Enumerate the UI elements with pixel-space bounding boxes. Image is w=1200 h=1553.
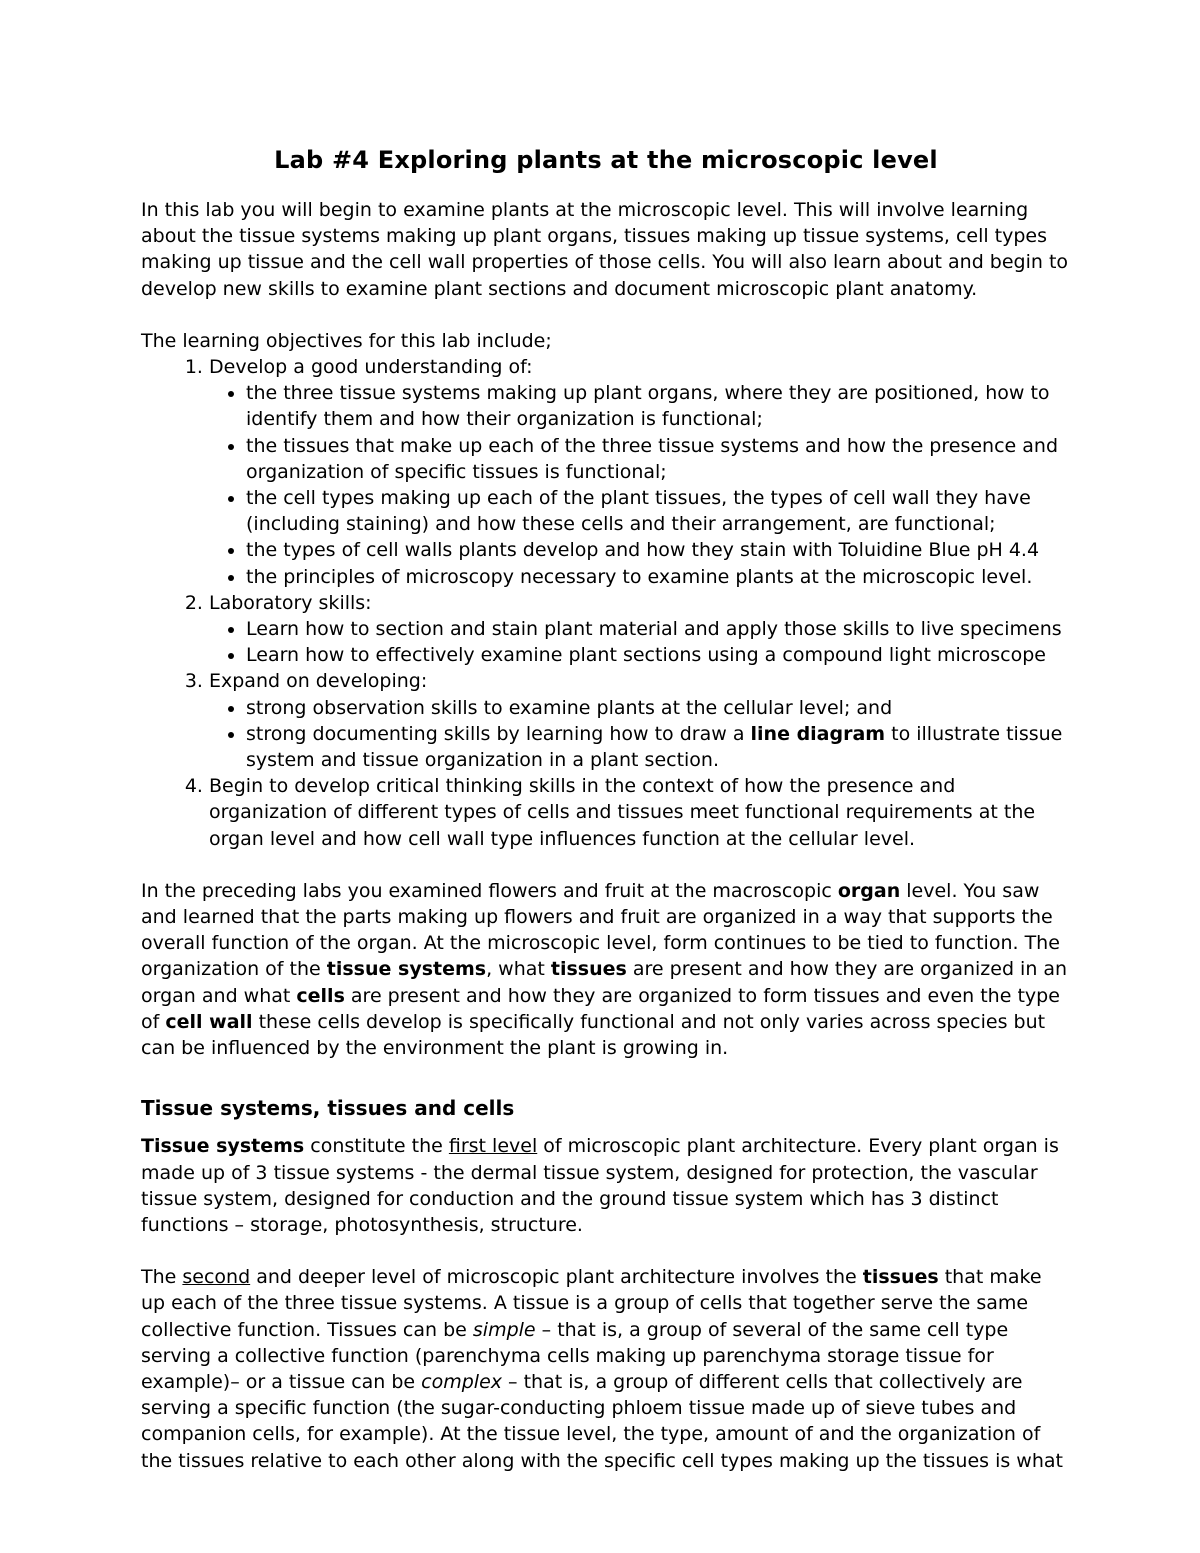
text-run: of microscopic plant architecture. Every plant organ is made up of 3 tissue systems - the dermal tissue system, designed for protection, the vascular tissue system, designed for conduction and the ground tissue system which has 3 distinct functions – storage, photosynthesis, structure.: [141, 1135, 1059, 1236]
bullet-item: • the tissues that make up each of the three tissue systems and how the presence and organization of specific tissues is functional;: [246, 433, 1071, 485]
bullet-item: • Learn how to section and stain plant material and apply those skills to live specimens: [246, 616, 1071, 642]
objective-label: Develop a good understanding of:: [209, 356, 533, 379]
objective-label: Laboratory skills:: [209, 591, 372, 614]
text-run: The: [141, 1266, 183, 1289]
bold-term: tissue systems: [326, 958, 487, 981]
text-run: In the preceding labs you examined flowers and fruit at the macroscopic: [141, 879, 838, 902]
objective-item: [209, 668, 1071, 773]
text-run: and deeper level of microscopic plant architecture involves the: [250, 1266, 863, 1289]
bold-term: Tissue systems: [141, 1135, 305, 1158]
bold-term: organ: [837, 879, 901, 902]
second-level-paragraph: [141, 1264, 1071, 1474]
objective-label: Expand on developing:: [209, 670, 428, 693]
tissue-systems-paragraph: [141, 1133, 1071, 1238]
objective-item: [209, 590, 1071, 669]
bullet-item: • the types of cell walls plants develop and how they stain with Toluidine Blue pH 4.4: [246, 537, 1071, 563]
objective-bullets: [209, 616, 1071, 668]
text-run: – that is, a group of several of the same cell type serving a collective function (parenchyma cells making up parenchyma storage tissue for example)– or a tissue can be: [141, 1318, 1009, 1393]
text-run: level. You saw and learned that the parts making up flowers and fruit are organized in a way that supports the overall function of the organ. At the microscopic level, form continues to be tied to function. The organization of the: [141, 879, 1060, 981]
intro-paragraph: In this lab you will begin to examine plants at the microscopic level. This will involve learning about the tissue systems making up plant organs, tissues making up tissue systems, cell types making up tissue and the cell wall properties of those cells. You will also learn about and begin to develop new skills to examine plant sections and document microscopic plant anatomy.: [141, 199, 1069, 300]
bullet-item: • Learn how to effectively examine plant sections using a compound light microscope: [246, 642, 1071, 668]
text-run: , what: [486, 958, 551, 981]
bold-term: tissues: [550, 958, 627, 981]
bullet-item: • the principles of microscopy necessary to examine plants at the microscopic level.: [246, 564, 1071, 590]
page-title: Lab #4 Exploring plants at the microscopic level: [274, 146, 938, 174]
text-run: are present and how they are organized in an organ and what: [141, 958, 1068, 1007]
objective-bullets: [209, 380, 1071, 590]
bullet-text: to illustrate tissue system and tissue organization in a plant section.: [246, 722, 1063, 772]
text-run: are present and how they are organized to form tissues and even the type of: [141, 984, 1060, 1033]
preceding-paragraph: [141, 878, 1071, 1061]
bold-term: line diagram: [750, 722, 886, 745]
bullet-item: [246, 721, 1071, 773]
objective-item: [209, 773, 1071, 852]
italic-term: simple: [472, 1318, 536, 1341]
text-run: that make up each of the three tissue systems. A tissue is a group of cells that together serve the same collective function. Tissues can be: [141, 1266, 1042, 1341]
text-run: constitute the: [304, 1135, 449, 1158]
underlined-term: first level: [448, 1135, 538, 1158]
text-run: – that is, a group of different cells that collectively are serving a specific function (the sugar-conducting phloem tissue made up of sieve tubes and companion cells, for example). At the tissue level, the type, amount of and the organization of the tissues relative to each other along with the specific cell types making up the tissues is what: [141, 1370, 1063, 1472]
objectives-lead: The learning objectives for this lab include;: [141, 329, 552, 352]
bullet-item: • the three tissue systems making up plant organs, where they are positioned, how to identify them and how their organization is functional;: [246, 380, 1071, 432]
italic-term: complex: [421, 1370, 503, 1393]
underlined-term: second: [182, 1266, 251, 1289]
bold-term: cells: [296, 984, 345, 1007]
objectives-list: [141, 354, 1071, 852]
document-page: [141, 140, 1071, 1474]
bullet-item: • strong observation skills to examine plants at the cellular level; and: [246, 695, 1071, 721]
objective-item: [209, 354, 1071, 590]
section-heading: Tissue systems, tissues and cells: [141, 1096, 515, 1121]
bullet-item: • the cell types making up each of the plant tissues, the types of cell wall they have (including staining) and how these cells and their arrangement, are functional;: [246, 485, 1071, 537]
objective-label: Begin to develop critical thinking skills in the context of how the presence and organization of different types of cells and tissues meet functional requirements at the organ level and how cell wall type influences function at the cellular level.: [209, 775, 1036, 850]
objective-bullets: [209, 695, 1071, 774]
bold-term: cell wall: [165, 1010, 253, 1033]
bullet-text: strong documenting skills by learning how to draw a: [246, 722, 751, 745]
bold-term: tissues: [862, 1266, 939, 1289]
text-run: these cells develop is specifically functional and not only varies across species but can be influenced by the environment the plant is growing in.: [141, 1010, 1046, 1060]
